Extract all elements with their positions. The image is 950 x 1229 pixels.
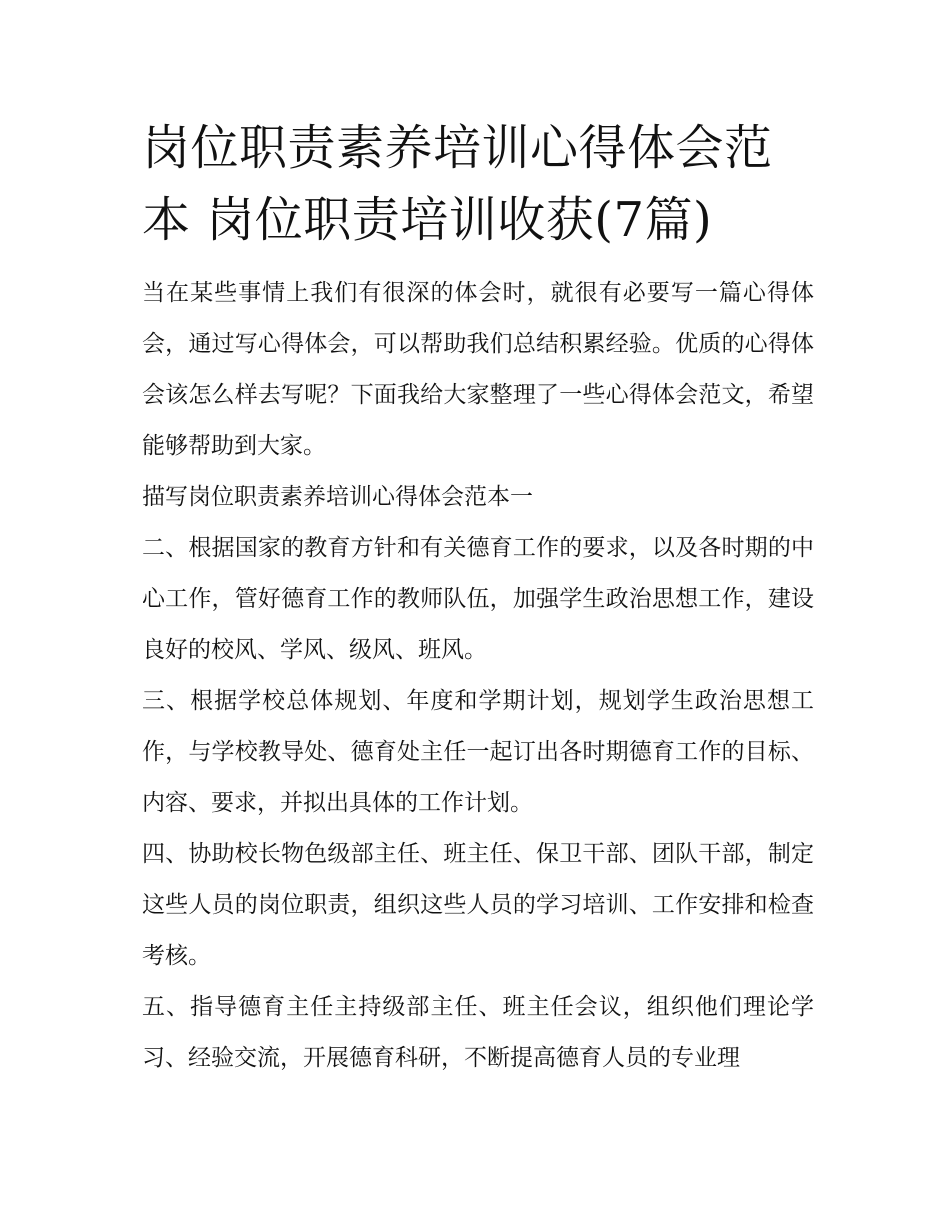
paragraph-item-4: 四、协助校长物色级部主任、班主任、保卫干部、团队干部，制定这些人员的岗位职责，组织这些人员的学习培训、工作安排和检查考核。 — [142, 841, 814, 969]
document-title: 岗位职责素养培训心得体会范本 岗位职责培训收获(7篇) — [142, 120, 773, 248]
paragraph-item-2: 二、根据国家的教育方针和有关德育工作的要求，以及各时期的中心工作，管好德育工作的教师队伍，加强学生政治思想工作，建设良好的校风、学风、级风、班风。 — [142, 535, 814, 663]
paragraph-item-5: 五、指导德育主任主持级部主任、班主任会议，组织他们理论学习、经验交流，开展德育科研，不断提高德育人员的专业理 — [142, 994, 814, 1071]
document-content — [142, 112, 814, 1084]
paragraph-item-3: 三、根据学校总体规划、年度和学期计划，规划学生政治思想工作，与学校教导处、德育处主任一起订出各时期德育工作的目标、内容、要求，并拟出具体的工作计划。 — [142, 688, 814, 816]
paragraph-intro: 当在某些事情上我们有很深的体会时，就很有必要写一篇心得体会，通过写心得体会，可以帮助我们总结积累经验。优质的心得体会该怎么样去写呢？下面我给大家整理了一些心得体会范文，希望能够帮助到大家。 — [142, 280, 814, 459]
paragraph-section-heading: 描写岗位职责素养培训心得体会范本一 — [142, 484, 533, 510]
document-body — [142, 268, 814, 1084]
